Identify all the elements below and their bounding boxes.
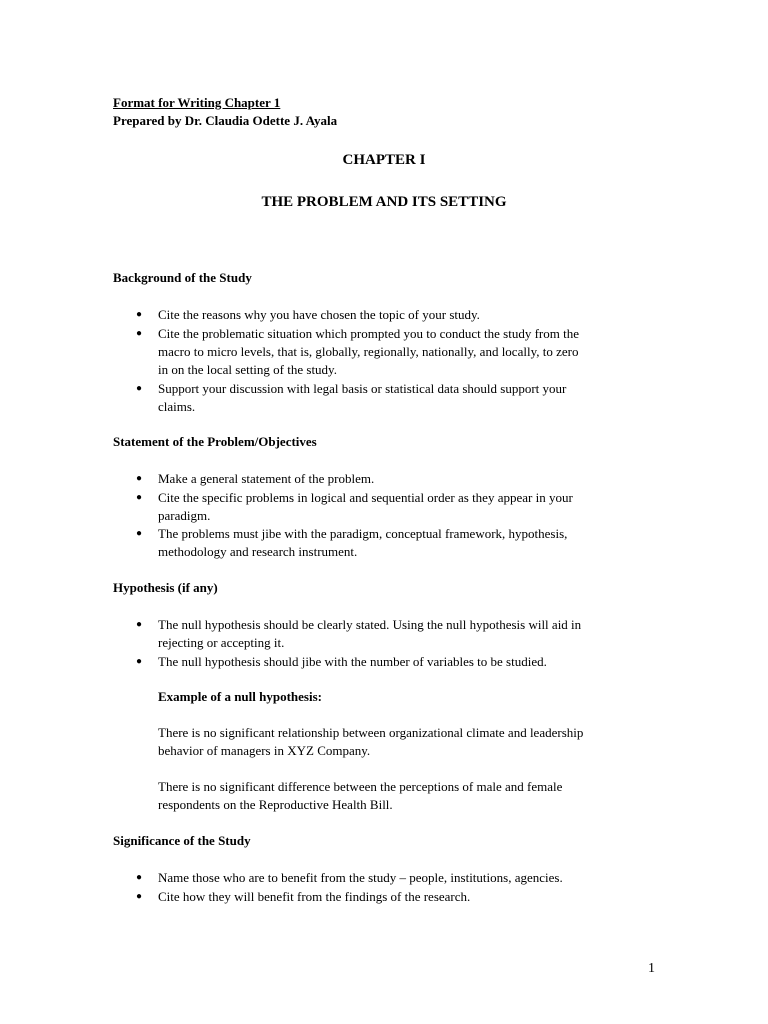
bullet-text: in on the local setting of the study. [158,362,337,377]
section-heading: Statement of the Problem/Objectives [113,434,317,449]
example-text: There is no significant relationship between organizational climate and leadership [158,725,584,740]
bullet-icon: ● [136,473,143,484]
bullet-text: Cite the reasons why you have chosen the topic of your study. [158,307,480,322]
section-heading: Hypothesis (if any) [113,580,218,595]
bullet-text: methodology and research instrument. [158,544,358,559]
example-text: respondents on the Reproductive Health Bill. [158,797,393,812]
bullet-text: Cite how they will benefit from the findings of the research. [158,889,471,904]
bullet-text: Name those who are to benefit from the study – people, institutions, agencies. [158,870,563,885]
bullet-icon: ● [136,656,143,667]
bullet-text: rejecting or accepting it. [158,635,285,650]
prepared-by: Prepared by Dr. Claudia Odette J. Ayala [113,113,338,128]
bullet-text: Support your discussion with legal basis or statistical data should support your [158,381,567,396]
bullet-icon: ● [136,891,143,902]
bullet-icon: ● [136,383,143,394]
bullet-text: The problems must jibe with the paradigm, conceptual framework, hypothesis, [158,526,568,541]
bullet-text: paradigm. [158,508,211,523]
bullet-icon: ● [136,309,143,320]
bullet-text: macro to micro levels, that is, globally, regionally, nationally, and locally, to zero [158,344,579,359]
bullet-text: Cite the problematic situation which prompted you to conduct the study from the [158,326,579,341]
example-heading: Example of a null hypothesis: [158,689,322,704]
bullet-text: The null hypothesis should be clearly stated. Using the null hypothesis will aid in [158,617,582,632]
format-title: Format for Writing Chapter 1 [113,95,281,110]
bullet-icon: ● [136,328,143,339]
bullet-text: Cite the specific problems in logical and sequential order as they appear in your [158,490,573,505]
example-text: behavior of managers in XYZ Company. [158,743,371,758]
bullet-icon: ● [136,492,143,503]
section-heading: Background of the Study [113,270,252,285]
chapter-heading: CHAPTER I [342,152,426,168]
bullet-icon: ● [136,528,143,539]
page-number: 1 [648,961,655,976]
bullet-icon: ● [136,619,143,630]
section-heading: Significance of the Study [113,833,251,848]
bullet-text: The null hypothesis should jibe with the number of variables to be studied. [158,654,547,669]
example-text: There is no significant difference between the perceptions of male and female [158,779,563,794]
bullet-text: claims. [158,399,196,414]
chapter-title: THE PROBLEM AND ITS SETTING [261,194,507,210]
bullet-text: Make a general statement of the problem. [158,471,375,486]
bullet-icon: ● [136,872,143,883]
